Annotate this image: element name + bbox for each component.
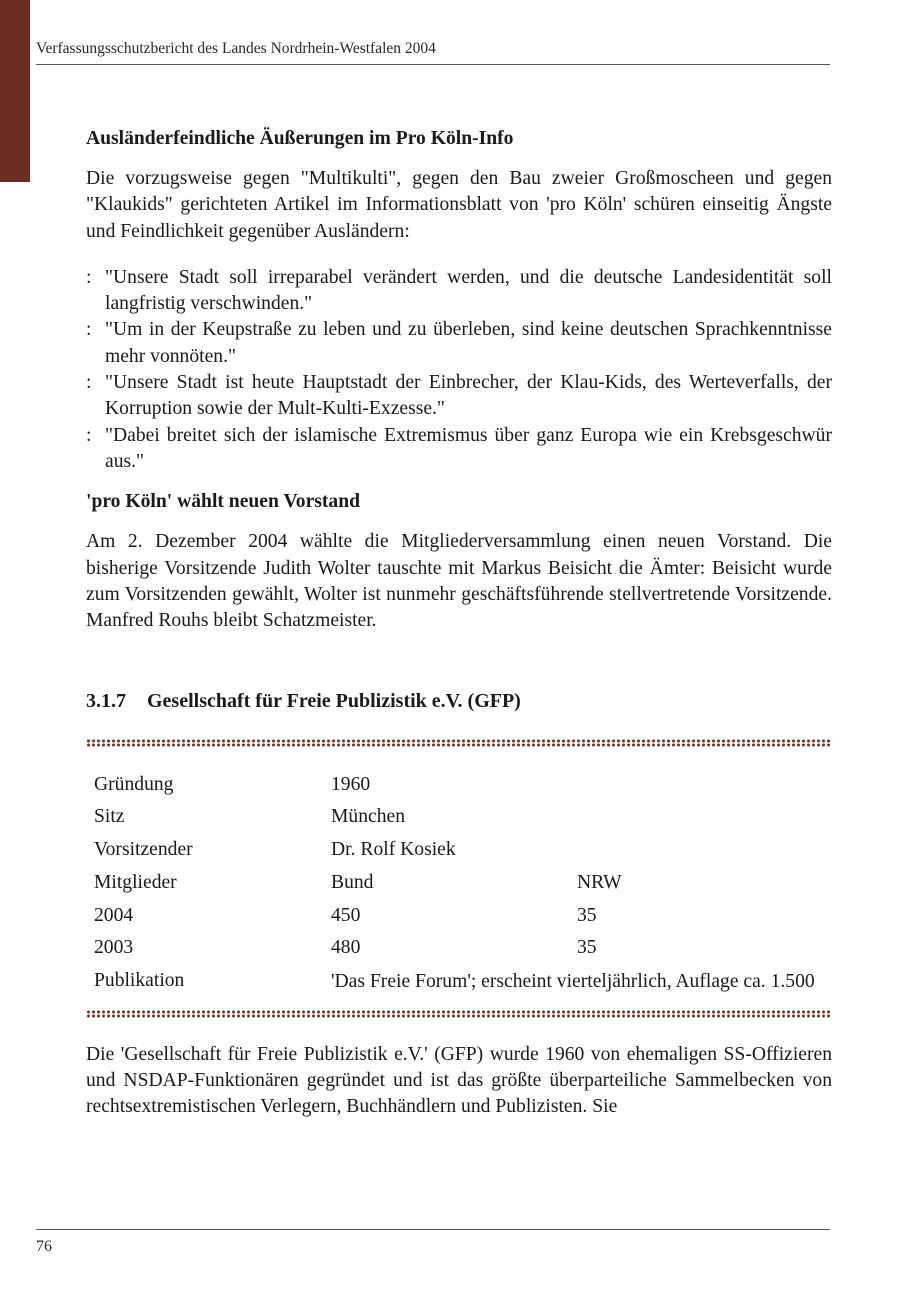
fact-row <box>94 801 834 834</box>
fact-label: Sitz <box>94 806 125 828</box>
bullet-colon: : <box>86 424 92 446</box>
member-row <box>94 932 834 965</box>
fact-label: Vorsitzender <box>94 839 193 861</box>
quote-text: "Unsere Stadt soll irreparabel verändert werden, und die deutsche Landesidentität soll langfristig verschwinden." <box>105 266 832 315</box>
bullet-colon: : <box>86 319 92 341</box>
member-year: 2003 <box>94 937 134 959</box>
member-nrw: 35 <box>577 937 597 959</box>
page-content <box>86 126 832 1121</box>
fact-row <box>94 965 834 998</box>
fact-value: 1960 <box>331 773 371 795</box>
facts-table <box>94 769 834 998</box>
quote-item <box>86 265 832 318</box>
vorstand-paragraph: Am 2. Dezember 2004 wählte die Mitgliederversammlung einen neuen Vorstand. Die bisherige Vorsitzende Judith Wolter tauschte mit Markus Beisicht die Ämter: Beisicht wurde zum Vorsitzenden gewählt, Wolter ist nunmehr geschäftsführende stellvertretende Vorsitzende. Manfred Rouhs bleibt Schatzmeister. <box>86 531 832 632</box>
fact-value: 'Das Freie Forum'; erscheint vierteljährlich, Auflage ca. 1.500 <box>331 970 815 992</box>
fact-label: Publikation <box>94 969 185 991</box>
gfp-paragraph: Die 'Gesellschaft für Freie Publizistik e.V.' (GFP) wurde 1960 von ehemaligen SS-Offizieren und NSDAP-Funktionären gegründet und ist das größte überparteiliche Sammelbecken von rechtsextremistischen Verlegern, Buchhändlern und Publizisten. Sie <box>86 1043 832 1118</box>
fact-row <box>94 867 834 900</box>
fact-label: Mitglieder <box>94 871 177 893</box>
member-bund: 450 <box>331 904 361 926</box>
page-number: 76 <box>36 1238 52 1255</box>
fact-value: München <box>331 806 406 828</box>
quote-list <box>86 265 832 475</box>
member-nrw: 35 <box>577 904 597 926</box>
member-row <box>94 900 834 933</box>
section-title: Gesellschaft für Freie Publizistik e.V. (GFP) <box>147 690 521 713</box>
column-header-nrw: NRW <box>577 871 622 893</box>
fact-value: Dr. Rolf Kosiek <box>331 839 456 861</box>
dotted-rule-top <box>86 739 832 747</box>
quote-text: "Dabei breitet sich der islamische Extremismus über ganz Europa wie ein Krebsgeschwür aus." <box>105 424 832 472</box>
member-year: 2004 <box>94 904 134 926</box>
section-number: 3.1.7 <box>86 690 126 713</box>
section-heading-vorstand: 'pro Köln' wählt neuen Vorstand <box>86 491 361 513</box>
section-heading-auslaenderfeindlich: Ausländerfeindliche Äußerungen im Pro Köln-Info <box>86 128 514 149</box>
quote-item <box>86 423 832 476</box>
bullet-colon: : <box>86 266 92 288</box>
fact-row <box>94 834 834 867</box>
section-heading-gfp <box>86 688 832 714</box>
quote-item <box>86 370 832 423</box>
intro-paragraph: Die vorzugsweise gegen "Multikulti", gegen den Bau zweier Großmoscheen und gegen "Klaukids" gerichteten Artikel im Informationsblatt von 'pro Köln' schüren einseitig Ängste und Feindlichkeit gegenüber Ausländern: <box>86 168 832 242</box>
quote-text: "Um in der Keupstraße zu leben und zu überleben, sind keine deutschen Sprachkenntnisse mehr vonnöten." <box>105 319 832 367</box>
column-header-bund: Bund <box>331 871 374 893</box>
quote-item <box>86 317 832 370</box>
running-header: Verfassungsschutzbericht des Landes Nordrhein-Westfalen 2004 <box>36 40 830 65</box>
bullet-colon: : <box>86 372 92 394</box>
fact-row <box>94 769 834 802</box>
member-bund: 480 <box>331 937 361 959</box>
accent-side-bar <box>0 0 30 182</box>
quote-text: "Unsere Stadt ist heute Hauptstadt der Einbrecher, der Klau-Kids, des Werteverfalls, der Korruption sowie der Mult-Kulti-Exzesse." <box>105 372 832 420</box>
fact-label: Gründung <box>94 773 174 795</box>
dotted-rule-bottom <box>86 1010 832 1018</box>
footer-rule <box>36 1229 830 1230</box>
